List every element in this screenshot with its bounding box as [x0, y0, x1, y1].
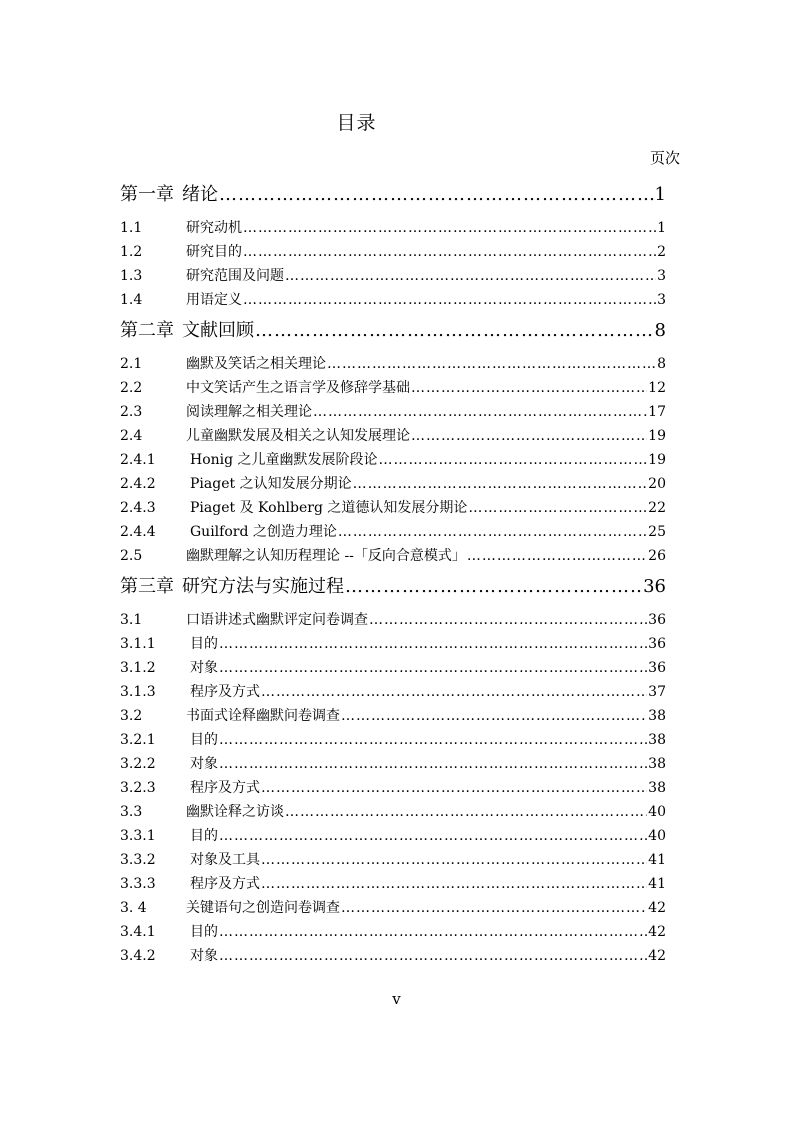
toc-entry-number: 3.1: [120, 612, 143, 628]
toc-entry-number: 3.1.2: [120, 660, 156, 676]
toc-section-entry[interactable]: [120, 376, 666, 400]
toc-entry-number: 3.2.1: [120, 732, 156, 748]
toc-dot-leader: [219, 752, 647, 776]
toc-dot-leader: [261, 776, 647, 800]
toc-entry-number: 3.1.1: [120, 636, 156, 652]
toc-entry-title: 研究目的: [186, 244, 242, 260]
toc-dot-leader: [411, 376, 647, 400]
toc-entry-page: 36: [648, 636, 666, 652]
toc-entry-page: 42: [648, 924, 666, 940]
toc-section-entry[interactable]: [120, 240, 666, 264]
toc-entry-title: 儿童幽默发展及相关之认知发展理论: [186, 428, 410, 444]
toc-entry-number: 1.4: [120, 292, 143, 308]
toc-entry-title: 绪论: [182, 184, 218, 205]
toc-entry-number: 2.5: [120, 548, 143, 564]
toc-entry-number: 1.1: [120, 220, 143, 236]
toc-entry-title: 幽默理解之认知历程理论 --「反向合意模式」: [186, 548, 466, 564]
toc-dot-leader: [353, 472, 648, 496]
toc-section-entry[interactable]: [120, 752, 666, 776]
toc-entry-title: 研究范围及问题: [186, 268, 284, 284]
toc-entry-title: 目的: [190, 732, 218, 748]
toc-entry-number: 1.2: [120, 244, 143, 260]
toc-entry-title: 阅读理解之相关理论: [186, 404, 312, 420]
toc-section-entry[interactable]: [120, 472, 666, 496]
toc-section-entry[interactable]: [120, 896, 666, 920]
toc-section-entry[interactable]: [120, 216, 666, 240]
toc-section-entry[interactable]: [120, 680, 666, 704]
toc-entry-number: 第一章: [120, 184, 174, 205]
page-column-label: 页次: [649, 149, 680, 167]
toc-title: 目录: [336, 112, 377, 134]
toc-entry-number: 2.4.4: [120, 524, 156, 540]
toc-dot-leader: [411, 424, 647, 448]
toc-entry-page: 26: [648, 548, 666, 564]
toc-entry-title: 书面式诠释幽默问卷调查: [186, 708, 340, 724]
toc-section-entry[interactable]: [120, 800, 666, 824]
toc-entry-title: 目的: [190, 924, 218, 940]
toc-dot-leader: [219, 656, 647, 680]
toc-entry-page: 42: [648, 900, 666, 916]
toc-entry-number: 3.2.3: [120, 780, 156, 796]
toc-entry-page: 36: [648, 660, 666, 676]
toc-entry-page: 19: [648, 428, 666, 444]
toc-dot-leader: [341, 896, 647, 920]
toc-entry-title: 幽默诠释之访谈: [186, 804, 284, 820]
toc-entry-page: 37: [648, 684, 666, 700]
toc-entry-title: Guilford 之创造力理论: [190, 524, 337, 540]
toc-section-entry[interactable]: [120, 288, 666, 312]
toc-entry-number: 2.4: [120, 428, 143, 444]
toc-section-entry[interactable]: [120, 872, 666, 896]
toc-entry-number: 2.1: [120, 356, 143, 372]
toc-section-entry[interactable]: [120, 264, 666, 288]
toc-dot-leader: [261, 680, 647, 704]
toc-entry-title: 程序及方式: [190, 684, 260, 700]
toc-section-entry[interactable]: [120, 728, 666, 752]
toc-entry-page: 41: [648, 876, 666, 892]
toc-dot-leader: [468, 496, 647, 520]
toc-entry-page: 12: [648, 380, 666, 396]
toc-section-entry[interactable]: [120, 496, 666, 520]
toc-section-entry[interactable]: [120, 520, 666, 544]
toc-entry-title: 用语定义: [186, 292, 242, 308]
toc-entry-number: 2.4.1: [120, 452, 156, 468]
toc-entry-title: 目的: [190, 636, 218, 652]
toc-entry-title: 对象: [190, 756, 218, 772]
toc-entry-number: 3.1.3: [120, 684, 156, 700]
toc-entry-number: 2.2: [120, 380, 143, 396]
toc-entry-title: 目的: [190, 828, 218, 844]
toc-entry-number: 第二章: [120, 320, 174, 341]
toc-section-entry[interactable]: [120, 632, 666, 656]
toc-entry-page: 41: [648, 852, 666, 868]
toc-dot-leader: [219, 180, 654, 210]
toc-chapter-entry[interactable]: [120, 316, 666, 346]
toc-section-entry[interactable]: [120, 448, 666, 472]
toc-entry-number: 2.4.2: [120, 476, 156, 492]
toc-entry-page: 8: [654, 320, 666, 341]
toc-entry-title: 口语讲述式幽默评定问卷调查: [186, 612, 368, 628]
toc-entry-page: 38: [648, 708, 666, 724]
toc-entry-number: 3.4.2: [120, 948, 156, 964]
toc-dot-leader: [285, 800, 647, 824]
toc-entry-title: 文献回顾: [182, 320, 254, 341]
toc-dot-leader: [338, 520, 647, 544]
toc-section-entry[interactable]: [120, 704, 666, 728]
toc-entry-page: 38: [648, 756, 666, 772]
toc-entry-number: 3.3.1: [120, 828, 156, 844]
toc-entry-page: 3: [657, 268, 666, 284]
toc-dot-leader: [219, 824, 647, 848]
toc-entry-title: 研究方法与实施过程: [182, 576, 344, 597]
toc-dot-leader: [219, 728, 647, 752]
toc-entry-page: 38: [648, 732, 666, 748]
toc-dot-leader: [327, 352, 656, 376]
toc-dot-leader: [219, 944, 647, 968]
toc-section-entry[interactable]: [120, 824, 666, 848]
toc-dot-leader: [313, 400, 647, 424]
toc-entry-number: 2.4.3: [120, 500, 156, 516]
toc-dot-leader: [379, 448, 648, 472]
toc-entry-number: 3.3.2: [120, 852, 156, 868]
toc-entry-title: 程序及方式: [190, 780, 260, 796]
toc-entry-number: 3. 4: [120, 900, 147, 916]
toc-chapter-entry[interactable]: [120, 572, 666, 602]
toc-entry-page: 36: [648, 612, 666, 628]
toc-entry-number: 3.2: [120, 708, 143, 724]
toc-dot-leader: [255, 316, 654, 346]
page-number: v: [392, 990, 401, 1008]
toc-entry-title: 程序及方式: [190, 876, 260, 892]
toc-chapter-entry[interactable]: [120, 180, 666, 210]
toc-dot-leader: [243, 216, 656, 240]
toc-section-entry[interactable]: [120, 544, 666, 568]
toc-entry-title: Piaget 及 Kohlberg 之道德认知发展分期论: [190, 500, 468, 516]
toc-dot-leader: [261, 848, 647, 872]
toc-entry-title: 幽默及笑话之相关理论: [186, 356, 326, 372]
toc-entry-page: 25: [648, 524, 666, 540]
toc-dot-leader: [341, 704, 647, 728]
toc-entry-number: 3.3.3: [120, 876, 156, 892]
toc-entry-page: 2: [657, 244, 666, 260]
toc-entry-title: 对象: [190, 660, 218, 676]
toc-section-entry[interactable]: [120, 352, 666, 376]
toc-section-entry[interactable]: [120, 656, 666, 680]
toc-entry-title: 关键语句之创造问卷调查: [186, 900, 340, 916]
toc-section-entry[interactable]: [120, 400, 666, 424]
toc-section-entry[interactable]: [120, 944, 666, 968]
toc-section-entry[interactable]: [120, 920, 666, 944]
table-of-contents: [120, 176, 666, 968]
toc-entry-page: 40: [648, 804, 666, 820]
toc-entry-page: 1: [657, 220, 666, 236]
toc-entry-number: 3.2.2: [120, 756, 156, 772]
toc-entry-page: 38: [648, 780, 666, 796]
toc-section-entry[interactable]: [120, 424, 666, 448]
toc-dot-leader: [243, 240, 656, 264]
toc-entry-title: 研究动机: [186, 220, 242, 236]
toc-entry-page: 42: [648, 948, 666, 964]
toc-entry-title: Piaget 之认知发展分期论: [190, 476, 352, 492]
toc-entry-page: 3: [657, 292, 666, 308]
toc-dot-leader: [345, 572, 642, 602]
toc-dot-leader: [261, 872, 647, 896]
toc-entry-number: 2.3: [120, 404, 143, 420]
toc-entry-number: 3.4.1: [120, 924, 156, 940]
toc-dot-leader: [243, 288, 656, 312]
toc-section-entry[interactable]: [120, 608, 666, 632]
toc-entry-page: 40: [648, 828, 666, 844]
toc-entry-page: 17: [648, 404, 666, 420]
toc-section-entry[interactable]: [120, 848, 666, 872]
toc-dot-leader: [369, 608, 647, 632]
toc-dot-leader: [285, 264, 656, 288]
toc-entry-page: 1: [654, 184, 666, 205]
toc-entry-title: 对象及工具: [190, 852, 260, 868]
toc-entry-page: 22: [648, 500, 666, 516]
toc-entry-number: 3.3: [120, 804, 143, 820]
toc-entry-number: 第三章: [120, 576, 174, 597]
toc-section-entry[interactable]: [120, 776, 666, 800]
toc-entry-page: 8: [657, 356, 666, 372]
toc-entry-page: 20: [648, 476, 666, 492]
toc-entry-title: 对象: [190, 948, 218, 964]
toc-entry-page: 36: [643, 576, 666, 597]
toc-dot-leader: [219, 632, 647, 656]
toc-entry-page: 19: [648, 452, 666, 468]
toc-entry-title: Honig 之儿童幽默发展阶段论: [190, 452, 378, 468]
toc-entry-number: 1.3: [120, 268, 143, 284]
toc-entry-title: 中文笑话产生之语言学及修辞学基础: [186, 380, 410, 396]
toc-dot-leader: [467, 544, 647, 568]
toc-dot-leader: [219, 920, 647, 944]
